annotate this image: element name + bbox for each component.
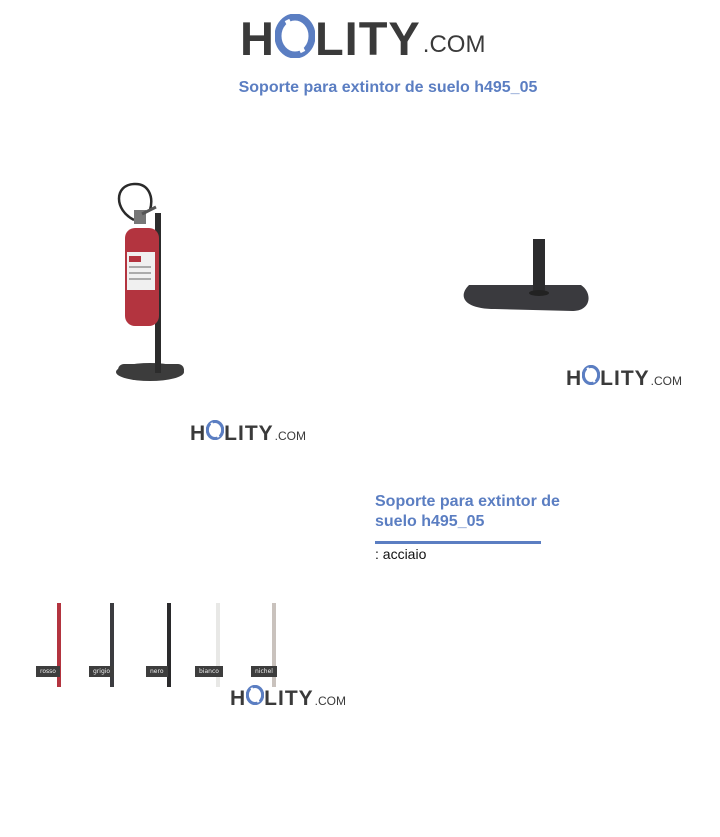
logo-text-left: H (240, 12, 275, 65)
product-image-with-extinguisher (112, 180, 192, 390)
logo-text-left: H (190, 422, 207, 445)
title-divider (375, 541, 541, 544)
logo-text-right: LITY (600, 367, 650, 390)
watermark-logo (190, 420, 306, 444)
site-logo[interactable] (240, 12, 486, 65)
color-variants-image (36, 603, 296, 693)
product-image-base (455, 237, 595, 322)
logo-domain: .COM (650, 374, 683, 388)
color-variant-label: nichel (251, 666, 277, 677)
logo-text-right: LITY (224, 422, 274, 445)
logo-text-right: LITY (264, 687, 314, 710)
logo-o-icon (582, 365, 600, 389)
logo-text-right: LITY (314, 12, 421, 65)
watermark-logo (566, 365, 682, 389)
logo-domain: .COM (274, 429, 307, 443)
material-spec: : acciaio (375, 546, 427, 562)
color-variant-label: bianco (195, 666, 223, 677)
logo-domain: .COM (314, 694, 347, 708)
watermark-logo (230, 685, 346, 709)
logo-domain: .COM (422, 31, 486, 58)
color-variant-label: rosso (36, 666, 60, 677)
logo-text-left: H (230, 687, 247, 710)
product-info-title: Soporte para extintor de suelo h495_05 (375, 493, 560, 530)
color-variant-label: nero (146, 666, 168, 677)
color-variant-post (167, 603, 171, 687)
logo-text-left: H (566, 367, 583, 390)
logo-o-icon (206, 420, 224, 444)
logo-o-icon (275, 14, 315, 62)
color-variant-label: grigio (89, 666, 114, 677)
page-title: Soporte para extintor de suelo h495_05 (238, 79, 538, 96)
logo-o-icon (246, 685, 264, 709)
